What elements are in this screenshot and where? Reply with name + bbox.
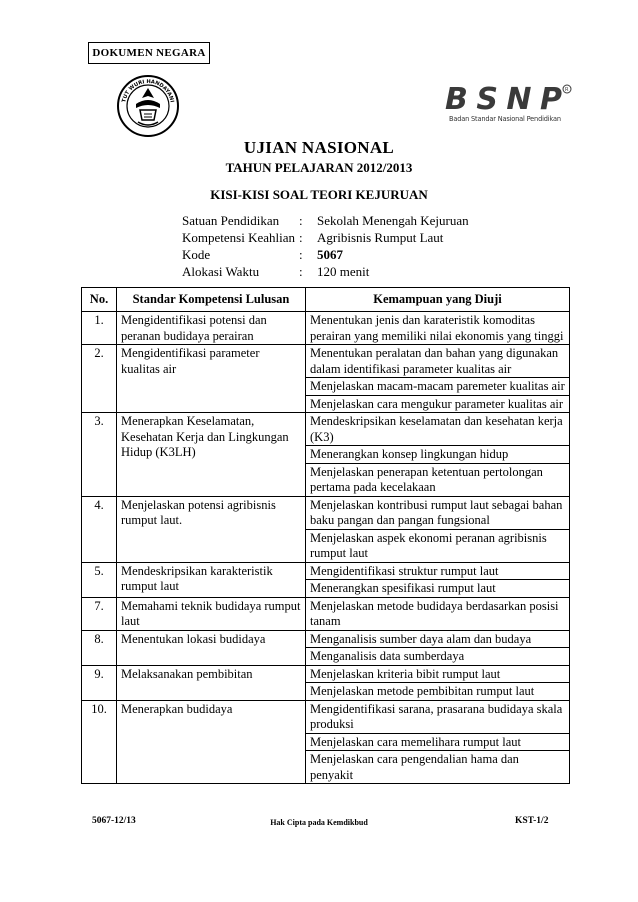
bsnp-wordmark: BSNP <box>445 83 563 117</box>
standar-kompetensi-cell: Mengidentifikasi parameter kualitas air <box>117 345 306 413</box>
competency-table <box>81 287 570 784</box>
info-label: Kompetensi Keahlian <box>182 230 295 245</box>
info-label: Kode <box>182 247 211 262</box>
row-number: 7. <box>82 597 117 630</box>
info-value: Agribisnis Rumput Laut <box>317 230 444 245</box>
page-subtitle: TAHUN PELAJARAN 2012/2013 <box>225 160 413 175</box>
info-separator: : <box>299 230 303 245</box>
info-value: 5067 <box>317 247 343 262</box>
row-number: 5. <box>82 562 117 597</box>
table-header-row <box>82 288 570 312</box>
standar-kompetensi-cell: Menerapkan Keselamatan, Kesehatan Kerja dan Lingkungan Hidup (K3LH) <box>117 413 306 497</box>
row-number: 9. <box>82 665 117 700</box>
tut-wuri-handayani-emblem-icon <box>116 74 180 138</box>
info-separator: : <box>299 213 303 228</box>
document-heading: KISI-KISI SOAL TEORI KEJURUAN <box>210 187 428 202</box>
info-separator: : <box>299 264 303 279</box>
exam-info-row <box>182 263 469 280</box>
header-kemampuan: Kemampuan yang Diuji <box>306 288 570 312</box>
standar-kompetensi-cell: Menjelaskan potensi agribisnis rumput laut. <box>117 496 306 562</box>
kemampuan-cell: Menjelaskan metode budidaya berdasarkan posisi tanam <box>306 597 570 630</box>
kemampuan-cell: Menjelaskan cara pengendalian hama dan penyakit <box>306 751 570 784</box>
kemampuan-cell: Menerangkan konsep lingkungan hidup <box>306 446 570 464</box>
exam-info-row <box>182 246 469 263</box>
header-standar-kompetensi: Standar Kompetensi Lulusan <box>117 288 306 312</box>
standar-kompetensi-cell: Memahami teknik budidaya rumput laut <box>117 597 306 630</box>
exam-info-row <box>182 229 469 246</box>
kemampuan-cell: Menjelaskan kontribusi rumput laut sebagai bahan baku pangan dan pangan fungsional <box>306 496 570 529</box>
info-separator: : <box>299 247 303 262</box>
table-row <box>82 562 570 580</box>
header-no: No. <box>82 288 117 312</box>
kemampuan-cell: Menjelaskan kriteria bibit rumput laut <box>306 665 570 683</box>
bsnp-subtitle: Badan Standar Nasional Pendidikan <box>449 115 561 123</box>
footer-code: 5067-12/13 <box>92 816 136 826</box>
row-number: 2. <box>82 345 117 413</box>
page-title: UJIAN NASIONAL <box>243 138 395 157</box>
info-label: Alokasi Waktu <box>182 264 260 279</box>
table-row <box>82 597 570 630</box>
kemampuan-cell: Menjelaskan cara mengukur parameter kualitas air <box>306 395 570 413</box>
kemampuan-cell: Menjelaskan metode pembibitan rumput laut <box>306 683 570 701</box>
row-number: 3. <box>82 413 117 497</box>
table-row <box>82 630 570 648</box>
standar-kompetensi-cell: Mendeskripsikan karakteristik rumput laut <box>117 562 306 597</box>
exam-info-table <box>182 212 469 280</box>
kemampuan-cell: Menganalisis data sumberdaya <box>306 648 570 666</box>
row-number: 10. <box>82 700 117 784</box>
kemampuan-cell: Menganalisis sumber daya alam dan budaya <box>306 630 570 648</box>
footer-copyright: Hak Cipta pada Kemdikbud <box>270 818 368 827</box>
row-number: 8. <box>82 630 117 665</box>
table-row <box>82 345 570 378</box>
kemampuan-cell: Menjelaskan aspek ekonomi peranan agribisnis rumput laut <box>306 529 570 562</box>
table-row <box>82 413 570 446</box>
table-row <box>82 312 570 345</box>
info-value: Sekolah Menengah Kejuruan <box>317 213 469 228</box>
document-classification-badge: DOKUMEN NEGARA <box>88 42 210 64</box>
row-number: 1. <box>82 312 117 345</box>
kemampuan-cell: Menerangkan spesifikasi rumput laut <box>306 580 570 598</box>
kemampuan-cell: Menjelaskan macam-macam paremeter kualitas air <box>306 378 570 396</box>
table-row <box>82 665 570 683</box>
exam-info-row <box>182 212 469 229</box>
kemampuan-cell: Menentukan jenis dan karateristik komoditas perairan yang memiliki nilai ekonomis yang tinggi <box>306 312 570 345</box>
standar-kompetensi-cell: Melaksanakan pembibitan <box>117 665 306 700</box>
footer-page: KST-1/2 <box>515 816 549 826</box>
svg-text:R: R <box>565 87 569 93</box>
standar-kompetensi-cell: Menentukan lokasi budidaya <box>117 630 306 665</box>
kemampuan-cell: Mengidentifikasi sarana, prasarana budidaya skala produksi <box>306 700 570 733</box>
kemampuan-cell: Mendeskripsikan keselamatan dan kesehatan kerja (K3) <box>306 413 570 446</box>
row-number: 4. <box>82 496 117 562</box>
standar-kompetensi-cell: Menerapkan budidaya <box>117 700 306 784</box>
info-label: Satuan Pendidikan <box>182 213 280 228</box>
kemampuan-cell: Menjelaskan penerapan ketentuan pertolongan pertama pada kecelakaan <box>306 463 570 496</box>
kemampuan-cell: Menentukan peralatan dan bahan yang digunakan dalam identifikasi parameter kualitas air <box>306 345 570 378</box>
kemampuan-cell: Menjelaskan cara memelihara rumput laut <box>306 733 570 751</box>
info-value: 120 menit <box>317 264 370 279</box>
emblem-lettering: TUT WURI HANDAYANI <box>121 78 175 104</box>
table-row <box>82 496 570 529</box>
table-row <box>82 700 570 733</box>
bsnp-logo-icon <box>443 83 573 125</box>
kemampuan-cell: Mengidentifikasi struktur rumput laut <box>306 562 570 580</box>
standar-kompetensi-cell: Mengidentifikasi potensi dan peranan budidaya perairan <box>117 312 306 345</box>
